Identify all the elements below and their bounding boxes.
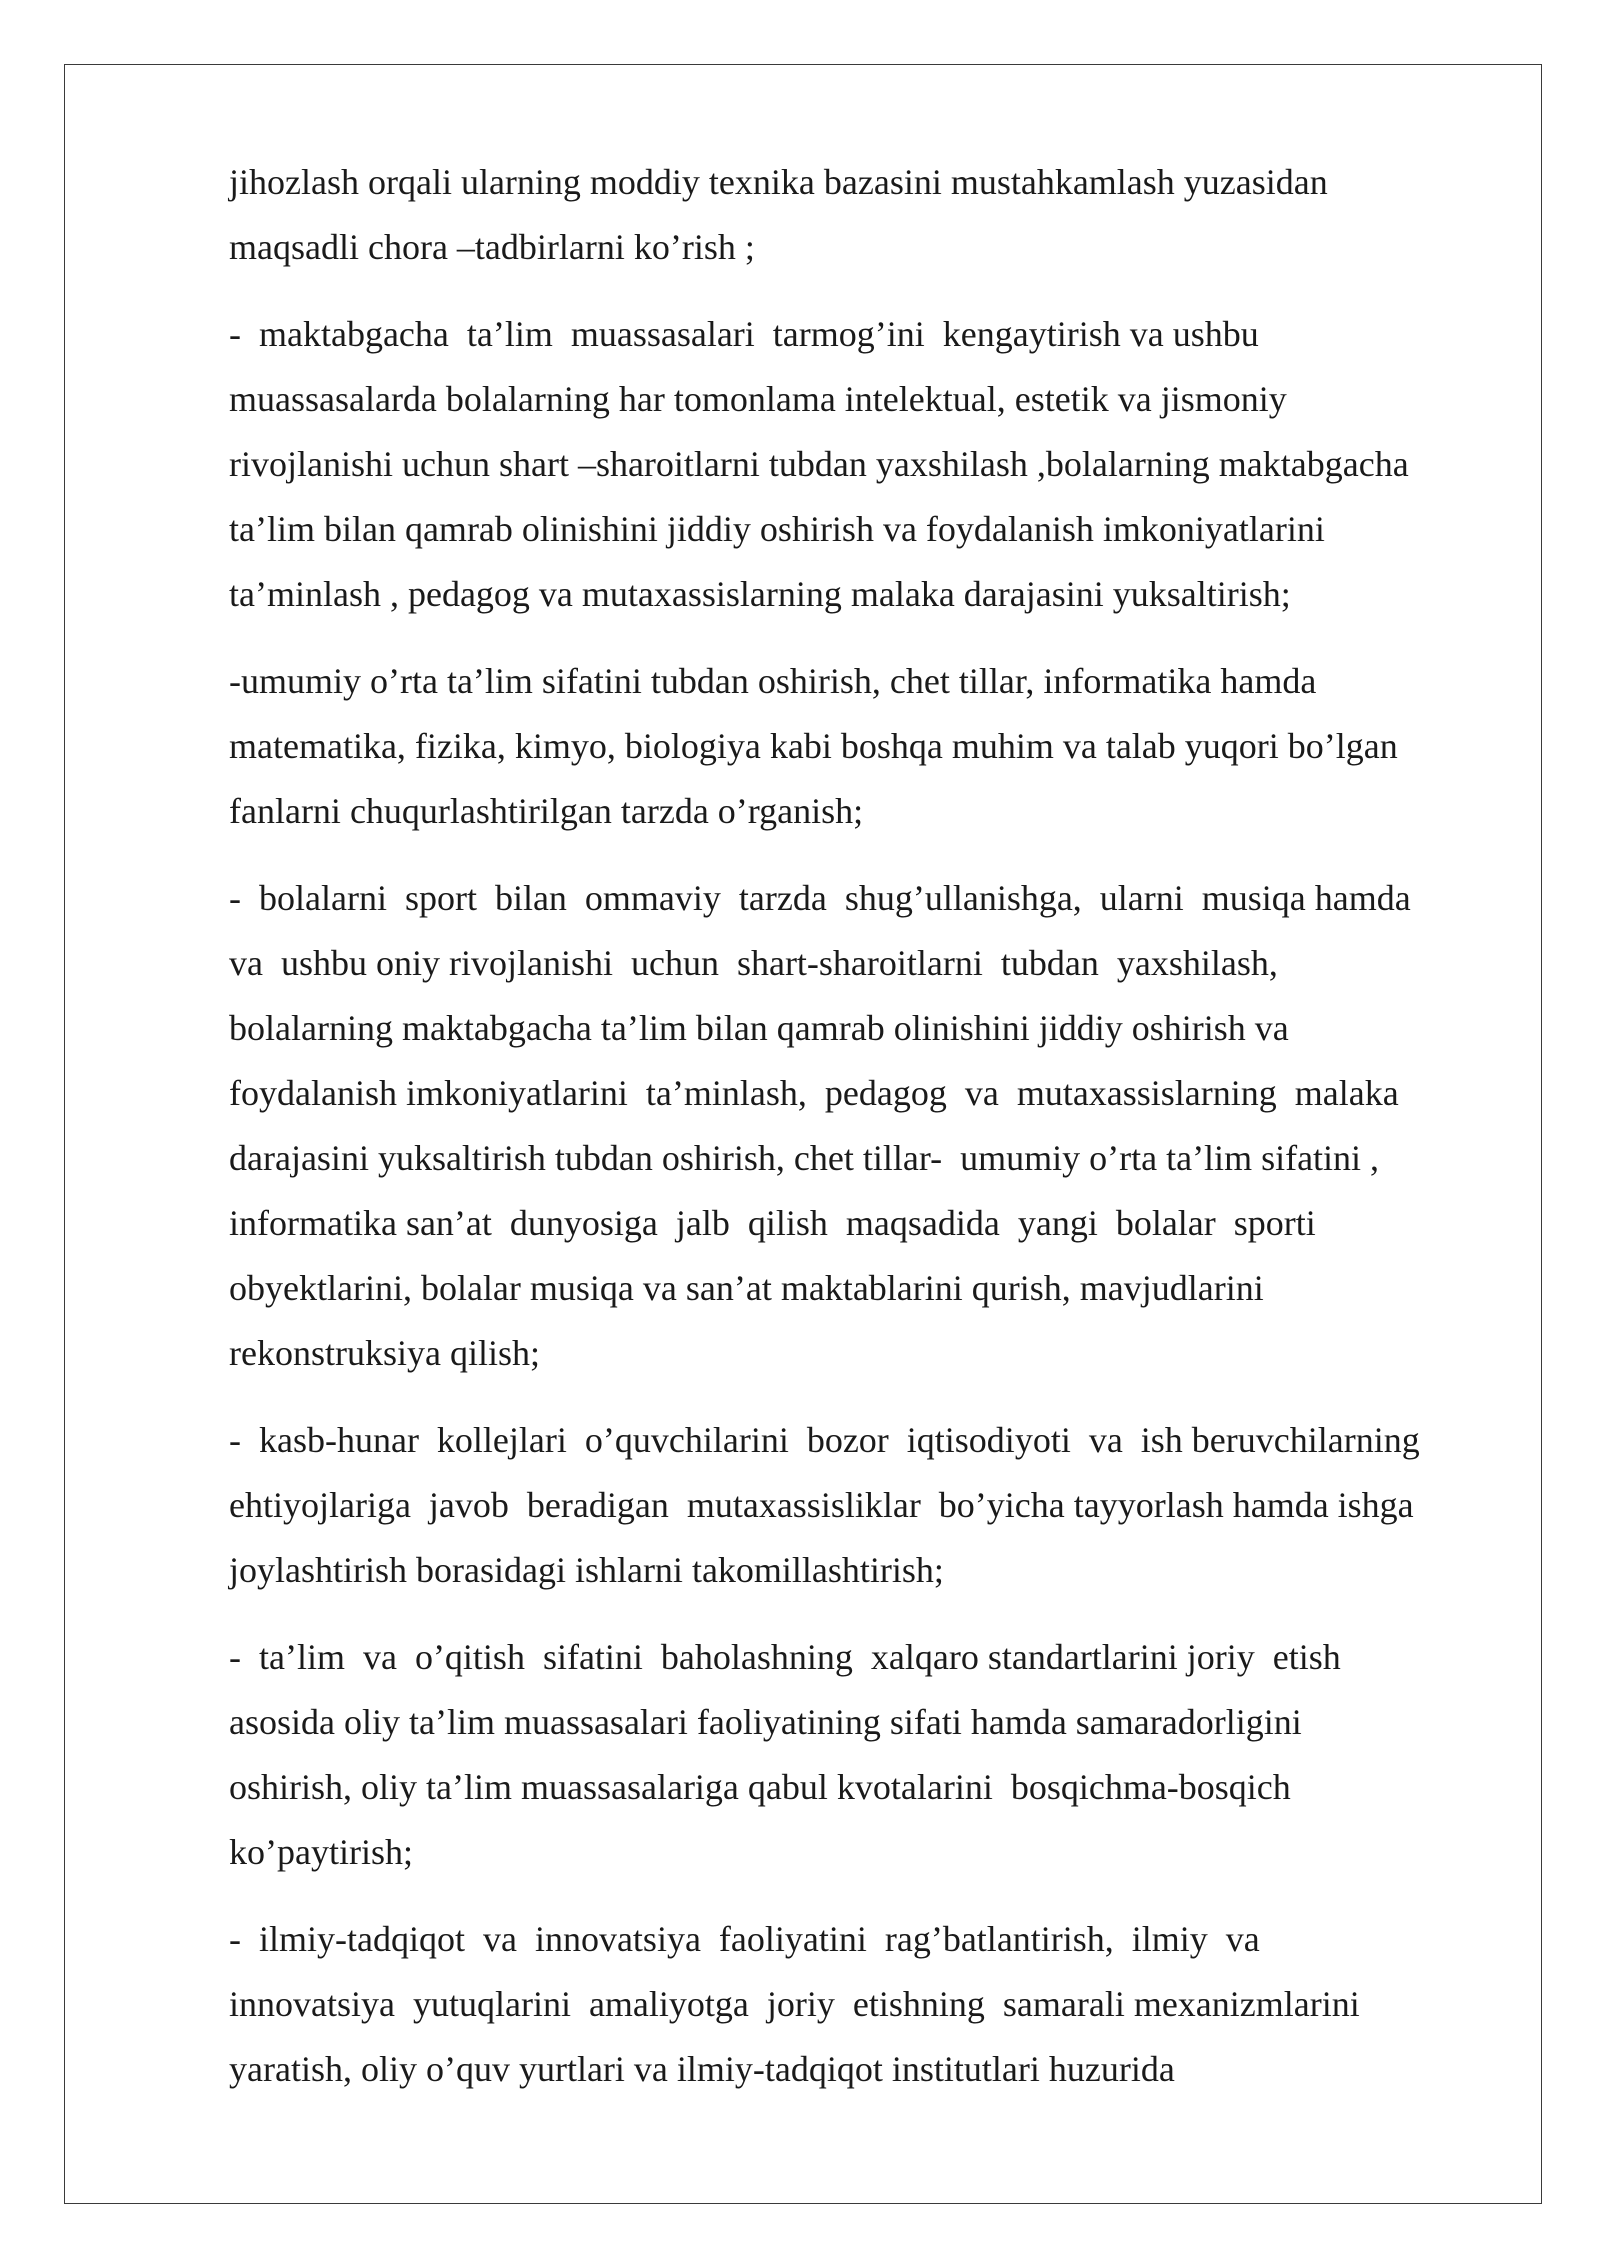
text-line: rivojlanishi uchun shart –sharoitlarni tubdan yaxshilash ,bolalarning maktabgacha [229,444,1409,484]
paragraph-higher-education [229,1625,1489,1885]
text-line: - bolalarni sport bilan ommaviy tarzda shug’ullanishga, ularni musiqa hamda [229,878,1411,918]
paragraph-intro [229,150,1489,280]
text-line: muassasalarda bolalarning har tomonlama intelektual, estetik va jismoniy [229,379,1287,419]
text-line: -umumiy o’rta ta’lim sifatini tubdan oshirish, chet tillar, informatika hamda [229,661,1317,701]
text-line: foydalanish imkoniyatlarini ta’minlash, pedagog va mutaxassislarning malaka [229,1073,1399,1113]
paragraph-research-innovation [229,1907,1489,2102]
text-line: yaratish, oliy o’quv yurtlari va ilmiy-tadqiqot institutlari huzurida [229,2049,1175,2089]
text-line: innovatsiya yutuqlarini amaliyotga joriy etishning samarali mexanizmlarini [229,1984,1360,2024]
paragraph-vocational-colleges [229,1408,1489,1603]
text-line: - maktabgacha ta’lim muassasalari tarmog’ini kengaytirish va ushbu [229,314,1259,354]
text-line: ta’minlash , pedagog va mutaxassislarning malaka darajasini yuksaltirish; [229,574,1291,614]
text-line: bolalarning maktabgacha ta’lim bilan qamrab olinishini jiddiy oshirish va [229,1008,1289,1048]
text-line: asosida oliy ta’lim muassasalari faoliyatining sifati hamda samaradorligini [229,1702,1302,1742]
document-body [229,150,1489,2124]
text-line: joylashtirish borasidagi ishlarni takomillashtirish; [229,1550,944,1590]
text-line: rekonstruksiya qilish; [229,1333,540,1373]
text-line: va ushbu oniy rivojlanishi uchun shart-sharoitlarni tubdan yaxshilash, [229,943,1278,983]
text-line: obyektlarini, bolalar musiqa va san’at maktablarini qurish, mavjudlarini [229,1268,1264,1308]
text-line: ta’lim bilan qamrab olinishini jiddiy oshirish va foydalanish imkoniyatlarini [229,509,1325,549]
text-line: ko’paytirish; [229,1832,413,1872]
text-line: - kasb-hunar kollejlari o’quvchilarini bozor iqtisodiyoti va ish beruvchilarning [229,1420,1420,1460]
text-line: ehtiyojlariga javob beradigan mutaxassisliklar bo’yicha tayyorlash hamda ishga [229,1485,1414,1525]
text-line: informatika san’at dunyosiga jalb qilish maqsadida yangi bolalar sporti [229,1203,1316,1243]
text-line: jihozlash orqali ularning moddiy texnika bazasini mustahkamlash yuzasidan [229,162,1328,202]
paragraph-sport-music [229,866,1489,1386]
paragraph-preschool [229,302,1489,627]
text-line: fanlarni chuqurlashtirilgan tarzda o’rganish; [229,791,864,831]
text-line: matematika, fizika, kimyo, biologiya kabi boshqa muhim va talab yuqori bo’lgan [229,726,1398,766]
text-line: maqsadli chora –tadbirlarni ko’rish ; [229,227,755,267]
paragraph-general-education [229,649,1489,844]
text-line: darajasini yuksaltirish tubdan oshirish, chet tillar- umumiy o’rta ta’lim sifatini , [229,1138,1380,1178]
text-line: - ta’lim va o’qitish sifatini baholashning xalqaro standartlarini joriy etish [229,1637,1341,1677]
text-line: oshirish, oliy ta’lim muassasalariga qabul kvotalarini bosqichma-bosqich [229,1767,1291,1807]
text-line: - ilmiy-tadqiqot va innovatsiya faoliyatini rag’batlantirish, ilmiy va [229,1919,1260,1959]
